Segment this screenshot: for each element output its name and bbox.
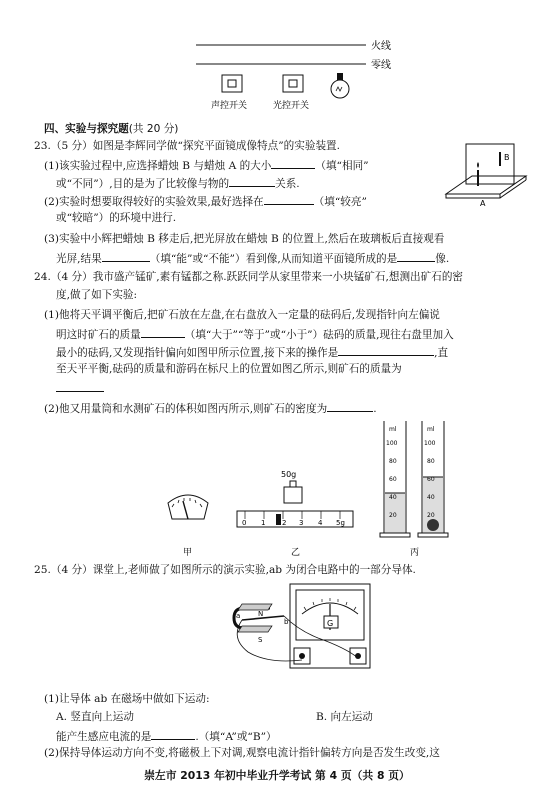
label-jia: 甲 <box>183 548 193 558</box>
light-switch-label: 光控开关 <box>273 101 310 111</box>
q25-s1: (1)让导体 ab 在磁场中做如下运动: <box>44 693 210 705</box>
answer-blank[interactable] <box>151 728 195 740</box>
cyl-tick: 60 <box>389 476 397 483</box>
pointer-dial-icon <box>168 495 208 519</box>
cyl-tick: 40 <box>389 494 397 501</box>
galvanometer-g-label: G <box>327 619 334 628</box>
q25-s1-answer-line: 能产生感应电流的是 .（填“A”或“B”） <box>56 728 277 744</box>
q25-option-b: B. 向左运动 <box>316 711 373 723</box>
conductor-a-label: a <box>236 612 241 620</box>
pole-s-label: S <box>258 636 263 644</box>
cyl-tick: 100 <box>424 440 436 447</box>
candle-b-label: B <box>504 153 510 162</box>
neutral-wire-label: 零线 <box>371 60 391 71</box>
cyl-tick: 100 <box>386 440 398 447</box>
answer-blank[interactable] <box>397 250 435 262</box>
sound-switch-icon <box>222 75 242 92</box>
mirror-apparatus-figure <box>440 138 530 218</box>
q23-s2-line1: (2)实验时想要取得较好的实验效果,最好选择在 （填“较亮” <box>44 193 367 209</box>
scale-tick: 2 <box>282 519 287 527</box>
answer-blank[interactable] <box>56 380 104 392</box>
conductor-b-label: b <box>284 618 289 626</box>
scale-tick: 3 <box>299 519 304 527</box>
scale-tick: 4 <box>318 519 323 527</box>
scale-tick: 1 <box>261 519 266 527</box>
answer-blank[interactable] <box>264 193 314 205</box>
cylinder-unit: ml <box>427 426 435 433</box>
answer-blank[interactable] <box>102 250 150 262</box>
q23-s3-line1: (3)实验中小辉把蜡烛 B 移走后,把光屏放在蜡烛 B 的位置上,然后在玻璃板后直接观看 <box>44 233 445 245</box>
answer-blank[interactable] <box>327 400 373 412</box>
q25-head: 25.（4 分）课堂上,老师做了如图所示的演示实验,ab 为闭合电路中的一部分导体. <box>34 564 416 576</box>
live-wire-label: 火线 <box>371 41 391 52</box>
label-bing: 丙 <box>410 548 420 558</box>
answer-blank[interactable] <box>338 344 434 356</box>
cyl-tick: 20 <box>389 512 397 519</box>
q24-s1-line2: 明这时矿石的质量 （填“大于”“等于”或“小于”）砝码的质量,现往右盘里加入 <box>56 326 454 342</box>
q23-s1-line1: (1)该实验过程中,应选择蜡烛 B 与蜡烛 A 的大小 （填“相同” <box>44 157 369 173</box>
bulb-icon <box>331 73 349 98</box>
q23-head: 23.（5 分）如图是李辉同学做“探究平面镜成像特点”的实验装置. <box>34 140 340 152</box>
cyl-tick: 80 <box>427 458 435 465</box>
scale-tick: 0 <box>242 519 247 527</box>
q24-s1-line1: (1)他将天平调平衡后,把矿石放在左盘,在右盘放入一定量的砝码后,发现指针向左偏说 <box>44 309 440 321</box>
cyl-tick: 20 <box>427 512 435 519</box>
q24-s2-line: (2)他又用量筒和水测矿石的体积如图丙所示,则矿石的密度为 . <box>44 400 377 416</box>
answer-blank[interactable] <box>271 157 315 169</box>
q24-s1-line5 <box>56 380 104 396</box>
section-title: 四、实验与探究题(共 20 分) <box>44 123 179 135</box>
q25-option-a: A. 竖直向上运动 <box>56 711 134 723</box>
cylinder-unit: ml <box>389 426 397 433</box>
light-switch-icon <box>283 75 303 92</box>
balance-figures <box>150 415 470 563</box>
cyl-tick: 40 <box>427 494 435 501</box>
q24-s1-line3: 最小的砝码,又发现指针偏向如图甲所示位置,接下来的操作是 ,直 <box>56 344 448 360</box>
q23-s2-line2: 或“较暗”）的环境中进行. <box>56 212 177 224</box>
page-footer: 崇左市 2013 年初中毕业升学考试 第 4 页（共 8 页） <box>144 769 410 782</box>
q24-head-line1: 24.（4 分）我市盛产锰矿,素有锰都之称.跃跃同学从家里带来一小块锰矿石,想测出矿石的密 <box>34 271 464 283</box>
answer-blank[interactable] <box>141 326 185 338</box>
q23-s1-line2: 或“不同”）,目的是为了比较像与物的 关系. <box>56 175 300 191</box>
label-yi: 乙 <box>291 548 301 558</box>
induction-figure <box>228 578 378 686</box>
cyl-tick: 80 <box>389 458 397 465</box>
scale-tick: 5g <box>336 519 345 527</box>
circuit-figure <box>0 0 554 118</box>
q24-s1-line4: 至天平平衡,砝码的质量和游码在标尺上的位置如图乙所示,则矿石的质量为 <box>56 363 402 375</box>
candle-a-label: A <box>480 199 486 208</box>
q23-s3-line2: 光屏,结果 （填“能”或“不能”）看到像,从而知道平面镜所成的是 像. <box>56 250 449 266</box>
q24-head-line2: 度,做了如下实验: <box>56 289 138 301</box>
sound-switch-label: 声控开关 <box>211 101 248 111</box>
q25-s2: (2)保持导体运动方向不变,将磁极上下对调,观察电流计指针偏转方向是否发生改变,这 <box>44 747 440 759</box>
answer-blank[interactable] <box>229 175 275 187</box>
weight-label: 50g <box>281 470 297 479</box>
weight-icon <box>284 481 302 503</box>
pole-n-label: N <box>258 610 264 618</box>
cyl-tick: 60 <box>427 476 435 483</box>
